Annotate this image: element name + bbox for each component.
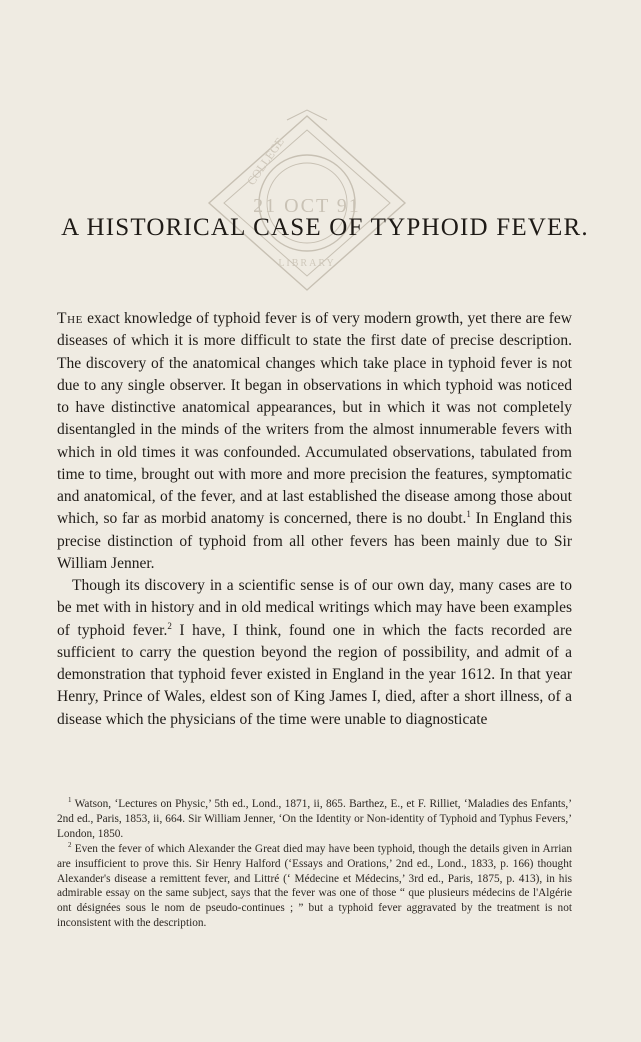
article-title: A HISTORICAL CASE OF TYPHOID FEVER. bbox=[61, 214, 589, 241]
stamp-college-text: COLLEGE bbox=[243, 134, 287, 188]
paragraph-1-tail: In England this precise distinction of typhoid from all other fevers has been mainly due to Sir William Jenner. bbox=[57, 510, 572, 572]
footnotes bbox=[57, 797, 572, 931]
footnote-ref-1: 1 bbox=[466, 509, 471, 520]
footnote-1-mark: 1 bbox=[68, 796, 72, 805]
footnote-2-text: Even the fever of which Alexander the Great died may have been typhoid, though the details given in Arrian are insufficient to prove this. Sir Henry Halford (‘Essays and Orations,’ 2nd ed., Lond., 1833, p. 166) thought Alexander's disease a remittent fever, and Littré (‘ Médecine et Médecins,’ 3rd ed., Paris, 1875, p. 413), in his admirable essay on the same subject, says that the fever was one of those “ que plusieurs médecins de l'Algérie ont désignées sous le nom de pseudo-continues ; ” but a typhoid fever aggravated by the treatment is not inconsistent with the description. bbox=[57, 842, 572, 930]
library-stamp bbox=[195, 108, 420, 298]
stamp-icon bbox=[195, 108, 420, 298]
paragraph-2-tail: I have, I think, found one in which the facts recorded are sufficient to carry the question beyond the region of possibility, and admit of a demonstration that typhoid fever existed in England in the year 1612. In that year Henry, Prince of Wales, eldest son of King James I, died, after a short illness, of a disease which the physicians of the time were unable to diagnosticate bbox=[57, 621, 572, 728]
paragraph-1-lead: The bbox=[57, 310, 83, 327]
footnote-2 bbox=[57, 842, 572, 931]
stamp-bottom-text: LIBRARY bbox=[278, 258, 336, 269]
footnote-ref-2: 2 bbox=[167, 620, 172, 631]
stamp-date-text: 21 OCT 91 bbox=[253, 195, 361, 217]
paragraph-1 bbox=[57, 308, 572, 575]
footnote-1 bbox=[57, 797, 572, 842]
article-body bbox=[57, 308, 572, 731]
paragraph-1-text: exact knowledge of typhoid fever is of very modern growth, yet there are few diseases of which it is more difficult to state the first date of precise description. The discovery of the anatomical changes which take place in typhoid fever is not due to any single observer. It began in observations in which typhoid was noticed to have distinctive anatomical appearances, but in which it was not completely disentangled in the minds of the writers from the almost innumerable fevers with which in old times it was confounded. Accumulated observations, tabulated from time to time, brought out with more and more precision the features, symptomatic and anatomical, of the fever, and at last established the disease among those about which, so far as morbid anatomy is concerned, there is no doubt. bbox=[57, 310, 572, 528]
footnote-1-text: Watson, ‘Lectures on Physic,’ 5th ed., Lond., 1871, ii, 865. Barthez, E., et F. Rilliet, ‘Maladies des Enfants,’ 2nd ed., Paris, 1853, ii, 664. Sir William Jenner, ‘On the Identity or Non-identity of Typhoid and Typhus Fevers,’ London, 1850. bbox=[57, 798, 572, 840]
footnote-2-mark: 2 bbox=[68, 840, 72, 849]
paragraph-2-text: Though its discovery in a scientific sense is of our own day, many cases are to be met with in history and in old medical writings which may have been examples of typhoid fever. bbox=[57, 577, 572, 639]
paragraph-2 bbox=[57, 575, 572, 731]
